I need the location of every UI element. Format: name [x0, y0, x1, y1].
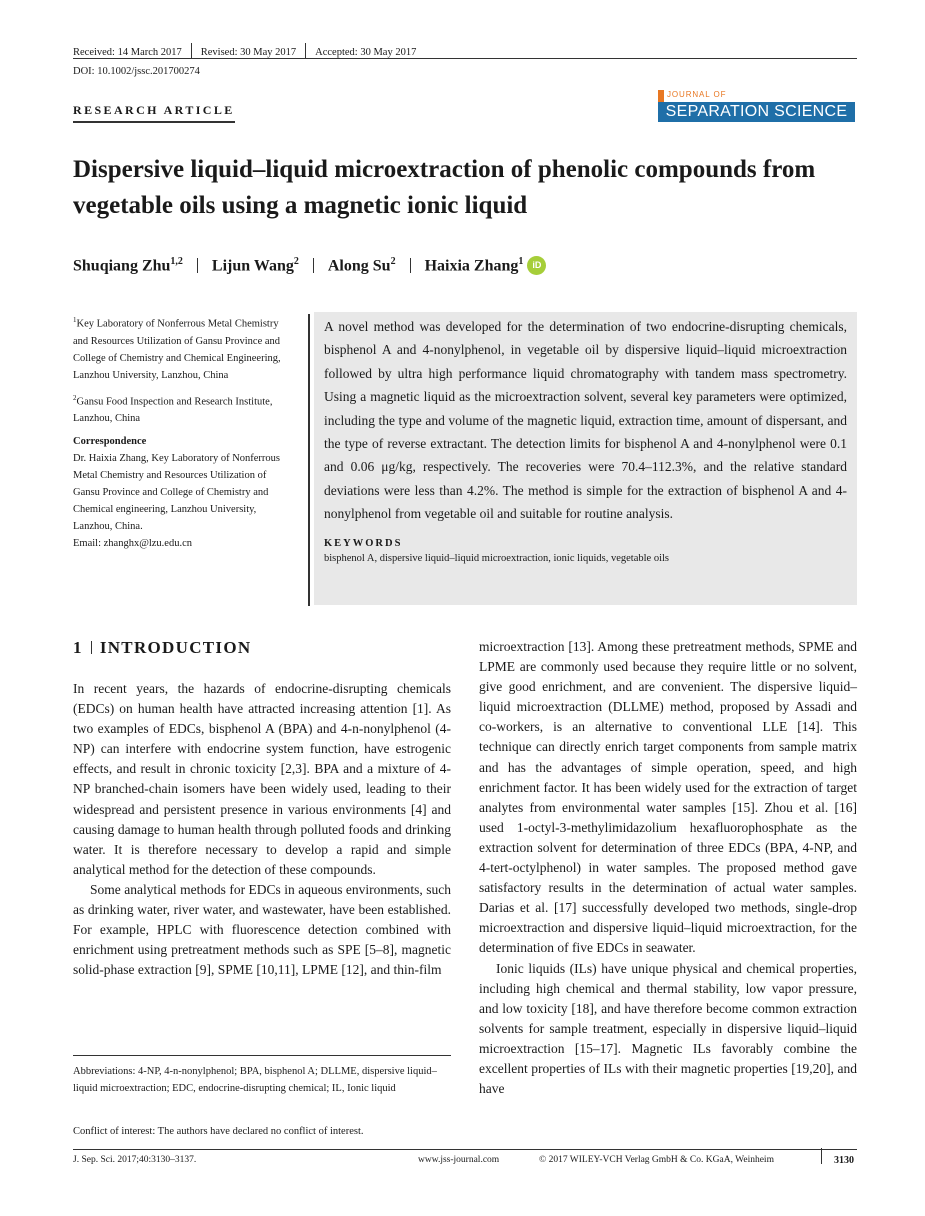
paragraph: In recent years, the hazards of endocrine-disrupting chemicals (EDCs) on human health have attracted increasing attention [1]. As two examples of EDCs, bisphenol A (BPA) and 4-n-nonylphenol (4-NP) can interfere with endocrine system function, have estrogenic effects, and result in chronic toxicity [2,3]. BPA and a mixture of 4-NP branched-chain isomers have been widely used, leading to their widespread and persistent presence in various environments [4] and causing damage to human health through polluted foods and drinking water. It is therefore necessary to develop a rapid and simple analytical method for the detection of these compounds. [73, 681, 451, 877]
orcid-icon[interactable]: iD [527, 256, 546, 275]
revised-date: Revised: 30 May 2017 [200, 47, 297, 58]
abstract-text: A novel method was developed for the determination of two endocrine-disrupting chemicals, bisphenol A and 4-nonylphenol, in vegetable oil by dispersive liquid–liquid microextraction followed by ultra high performance liquid chromatography with tandem mass spectrometry. Using a magnetic liquid as the microextraction solvent, several key parameters were optimized, including the type and volume of the magnetic liquid, extraction time, amount of dispersant, and the type of reverse extractant. The detection limits for bisphenol A and 4-nonylphenol were 0.1 and 0.06 μg/kg, respectively. The recoveries were 70.4–112.3%, and the relative standard deviations were less than 4.2%. The method is simple for the extraction of bisphenol A and 4-nonylphenol from vegetable oil and suitable for routine analysis. [324, 319, 847, 522]
author[interactable]: Shuqiang Zhu$^{1,2}$ [73, 256, 183, 275]
footer-rule [73, 1149, 857, 1150]
article-dates [73, 43, 416, 59]
logo-top-text: JOURNAL OF [667, 90, 727, 99]
header-rule [73, 58, 857, 59]
author-list [73, 256, 546, 275]
author[interactable]: Haixia Zhang$^1$ [424, 256, 524, 275]
paragraph: Ionic liquids (ILs) have unique physical and chemical properties, including high chemical and thermal stability, low vapor pressure, and low toxicity [18], and have therefore become common extraction solvents for sample treatment, especially in dispersive liquid–liquid microextraction [15–17]. Magnetic ILs favorably combine the excellent properties of ILs with their magnetic properties [19,20], and have [479, 960, 857, 1097]
author[interactable]: Along Su$^2$ [327, 256, 396, 275]
affiliations [73, 312, 295, 552]
footer-url[interactable]: www.jss-journal.com [418, 1155, 500, 1165]
abstract-box [314, 312, 857, 605]
journal-logo [658, 90, 855, 122]
received-date: Received: 14 March 2017 [73, 47, 182, 58]
footer-separator [821, 1148, 822, 1164]
affiliation-1: $^1$Key Laboratory of Nonferrous Metal Chemistry and Resources Utilization of Gansu Province and College of Chemistry and Chemical Engineering, Lanzhou University, Lanzhou, China [73, 316, 281, 381]
author-separator [410, 258, 411, 273]
doi: DOI: 10.1002/jssc.201700274 [73, 66, 200, 77]
keywords-list: bisphenol A, dispersive liquid–liquid microextraction, ionic liquids, vegetable oils [324, 552, 669, 564]
abbreviations-footnote: Abbreviations: 4-NP, 4-n-nonylphenol; BPA, bisphenol A; DLLME, dispersive liquid–liquid microextraction; EDC, endocrine-disrupting chemical; IL, Ionic liquid [73, 1066, 437, 1094]
section-number: 1 [73, 638, 83, 657]
body-left-column [73, 679, 451, 980]
correspondence-address: Dr. Haixia Zhang, Key Laboratory of Nonferrous Metal Chemistry and Resources Utilization of Gansu Province and College of Chemistry and Chemical engineering, Lanzhou University, Lanzhou, China. [73, 453, 281, 532]
affiliation-2: $^2$Gansu Food Inspection and Research Institute, Lanzhou, China [73, 393, 273, 424]
date-separator [305, 43, 306, 59]
correspondence-email[interactable]: Email: zhanghx@lzu.edu.cn [73, 538, 193, 549]
correspondence-heading: Correspondence [73, 436, 147, 447]
author-separator [197, 258, 198, 273]
body-right-column [479, 637, 857, 1099]
footer-citation: J. Sep. Sci. 2017;40:3130–3137. [73, 1155, 197, 1165]
author-separator [313, 258, 314, 273]
author[interactable]: Lijun Wang$^2$ [211, 256, 299, 275]
keywords-heading: KEYWORDS [324, 537, 403, 549]
footnote-rule [73, 1055, 451, 1056]
section-label: RESEARCH ARTICLE [73, 103, 235, 123]
footer-copyright: © 2017 WILEY-VCH Verlag GmbH & Co. KGaA, Weinheim [539, 1155, 774, 1165]
logo-main-text: SEPARATION SCIENCE [658, 102, 855, 122]
logo-accent-bar [658, 90, 664, 102]
page-number: 3130 [834, 1155, 854, 1166]
date-separator [191, 43, 192, 59]
section-heading [73, 638, 251, 658]
paragraph: microextraction [13]. Among these pretreatment methods, SPME and LPME are commonly used because they require little or no solvent, give good enrichment, and are convenient. The dispersive liquid–liquid microextraction (DLLME) method, proposed by Assadi and co-workers, is an alternative to conventional LLE [14]. This technique can directly enrich target components from sample matrix and has the advantages of simple operation, speed, and high enrichment factor. It has been widely used for the extraction of target analytes from environmental water samples [15]. Zhou et al. [16] used 1-octyl-3-methylimidazolium hexafluorophosphate as the extraction solvent for determination of three EDCs (BPA, 4-NP, and 4-tert-octylphenol) in water samples. The proposed method gave satisfactory results in the determination of actual water samples. Darias et al. [17] successfully developed two methods, single-drop microextraction and dispersive liquid–liquid microextraction, for the determination of five EDCs in seawater. [479, 639, 857, 956]
accepted-date: Accepted: 30 May 2017 [315, 47, 417, 58]
column-divider [308, 314, 310, 606]
article-title: Dispersive liquid–liquid microextraction of phenolic compounds from vegetable oils using a magnetic ionic liquid [73, 156, 816, 219]
section-title: INTRODUCTION [99, 638, 252, 657]
heading-separator [91, 641, 92, 654]
paragraph: Some analytical methods for EDCs in aqueous environments, such as drinking water, river water, and wastewater, have been established. For example, HPLC with fluorescence detection combined with enrichment using pretreatment methods such as SPE [5–8], magnetic solid-phase extraction [9], SPME [10,11], LPME [12], and thin-film [73, 881, 451, 978]
conflict-of-interest: Conflict of interest: The authors have declared no conflict of interest. [73, 1126, 364, 1137]
